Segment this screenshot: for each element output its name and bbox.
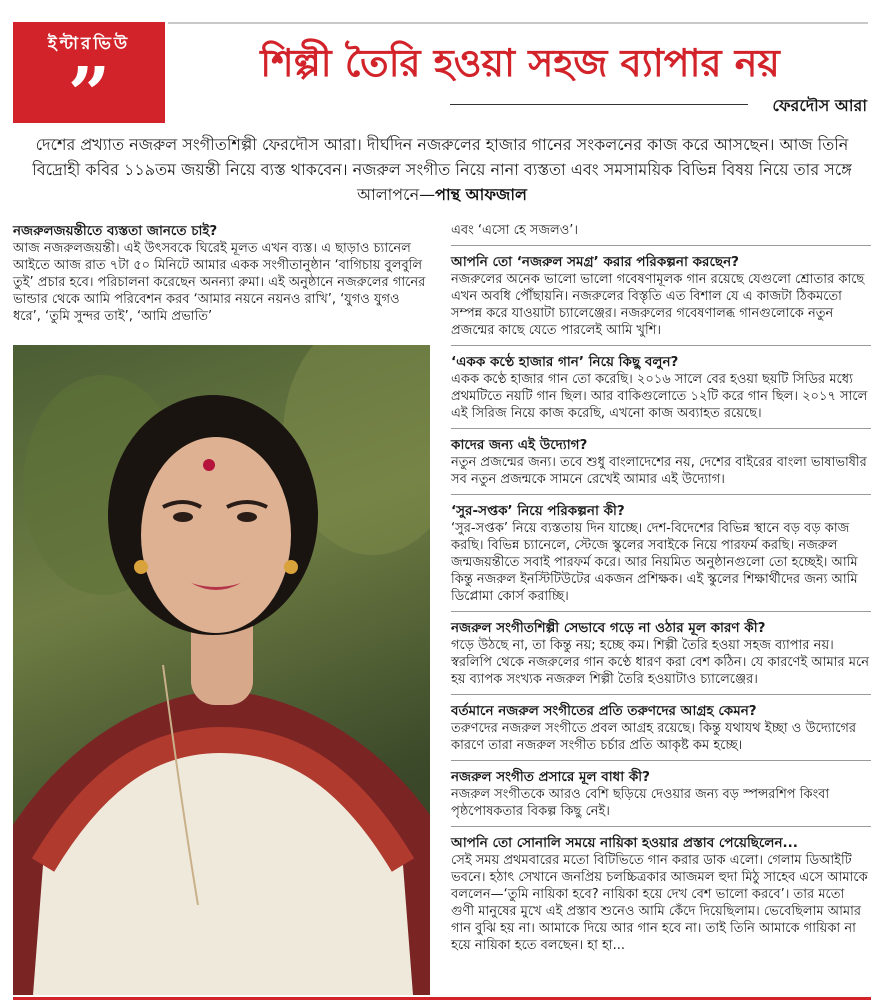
question: ‘একক কণ্ঠে হাজার গান’ নিয়ে কিছু বলুন? xyxy=(451,354,679,370)
bottom-rule xyxy=(13,997,871,1000)
badge-label: ইন্টারভিউ xyxy=(47,34,131,54)
right-column xyxy=(451,222,871,967)
question: নজরুল সংগীত প্রসারে মূল বাধা কী? xyxy=(451,769,650,785)
byline: ফেরদৌস আরা xyxy=(772,96,867,115)
qa-block xyxy=(13,222,429,325)
answer: নজরুল সংগীতকে আরও বেশি ছড়িয়ে দেওয়ার জন্য বড় স্পন্সরশিপ কিংবা পৃষ্ঠপোষকতার বিকল্প কিছু নেই। xyxy=(451,787,830,819)
qa-block xyxy=(451,436,871,495)
byline-rule xyxy=(450,104,748,105)
answer: ‘সুর-সপ্তক’ নিয়ে ব্যস্ততায় দিন যাচ্ছে। দেশ-বিদেশের বিভিন্ন স্থানে বড় বড় কাজ করছি। বিভিন্ন চ্যানেলে, স্টেজে স্কুলের সবাইকে নিয়ে পারফর্ম করছি। নজরুল জন্মজয়ন্তীতে সবাই পারফর্ম করে। আর নিয়মিত অনুষ্ঠানগুলো তো হচ্ছেই। আমি কিন্তু নজরুল ইনস্টিটিউটের একজন প্রশিক্ষক। এই স্কুলের শিক্ষার্থীদের জন্য আমি ডিপ্লোমা কোর্স করাচ্ছি। xyxy=(451,521,858,604)
answer: নজরুলের অনেক ভালো ভালো গবেষণামূলক গান রয়েছে যেগুলো শ্রোতার কাছে এখন অবধি পৌঁছায়নি। নজরুলের বিস্তৃতি এত বিশাল যে এ কাজটা ঠিকমতো সম্পন্ন করে যাওয়াটা চ্যালেঞ্জের। নজরুলের গবেষণালব্ধ গানগুলোকে নতুন প্রজন্মের কাছে যেতে পারলেই আমি খুশি। xyxy=(451,272,865,338)
qa-block xyxy=(451,834,871,960)
intro-text: দেশের প্রখ্যাত নজরুল সংগীতশিল্পী ফেরদৌস আরা। দীর্ঘদিন নজরুলের হাজার গানের সংকলনের কাজ করে আসছেন। আজ তিনি বিদ্রোহী কবির ১১৯তম জয়ন্তী নিয়ে ব্যস্ত থাকবেন। নজরুল সংগীত নিয়ে নানা ব্যস্ততা এবং সমসাময়িক বিভিন্ন বিষয় নিয়ে তার সঙ্গে আলাপনে— xyxy=(32,135,852,204)
interview-badge xyxy=(13,22,165,138)
qa-block xyxy=(451,619,871,695)
reporter-name: পান্থ আফজাল xyxy=(435,185,527,204)
headline: শিল্পী তৈরি হওয়া সহজ ব্যাপার নয় xyxy=(260,41,780,85)
question: কাদের জন্য এই উদ্যোগ? xyxy=(451,437,588,453)
question: নজরুল সংগীতশিল্পী সেভাবে গড়ে না ওঠার মূল কারণ কী? xyxy=(451,620,766,636)
qa-block xyxy=(451,502,871,612)
portrait-illustration xyxy=(13,345,430,995)
question: বর্তমানে নজরুল সংগীতের প্রতি তরুণদের আগ্রহ কেমন? xyxy=(451,703,757,719)
qa-continuation xyxy=(451,222,871,246)
qa-block xyxy=(451,253,871,346)
question: আপনি তো ‘নজরুল সমগ্র’ করার পরিকল্পনা করছেন? xyxy=(451,254,739,270)
answer: গড়ে উঠছে না, তা কিন্তু নয়; হচ্ছে কম। শিল্পী তৈরি হওয়া সহজ ব্যাপার নয়। স্বরলিপি থেকে নজরুলের গান কণ্ঠে ধারণ করা বেশ কঠিন। যে কারণেই আমার মনে হয় ব্যাপক সংখ্যক নজরুল শিল্পী তৈরি হওয়াটাও চ্যালেঞ্জের। xyxy=(451,638,870,687)
question: আপনি তো সোনালি সময়ে নায়িকা হওয়ার প্রস্তাব পেয়েছিলেন... xyxy=(451,835,798,851)
answer: তরুণদের নজরুল সংগীতে প্রবল আগ্রহ রয়েছে। কিন্তু যথাযথ ইচ্ছা ও উদ্যোগের কারণে তারা নজরুল সংগীত চর্চার প্রতি আকৃষ্ট কম হচ্ছে। xyxy=(451,721,857,753)
answer: নতুন প্রজন্মের জন্য। তবে শুধু বাংলাদেশের নয়, দেশের বাইরের বাংলা ভাষাভাষীর সব নতুন প্রজন্মকে সামনে রেখেই আমার এই উদ্যোগ। xyxy=(451,455,867,487)
answer: সেই সময় প্রথমবারের মতো বিটিভিতে গান করার ডাক এলো। গেলাম ডিআইটি ভবনে। হঠাৎ সেখানে জনপ্রিয় চলচ্চিত্রকার আজমল হুদা মিঠু সাহেব এসে আমাকে বললেন—‘তুমি নায়িকা হবে? নায়িকা হয়ে দেখ বেশ ভালো করবে’। তার মতো গুণী মানুষের মুখে এই প্রস্তাব শুনেও আমি কেঁদে দিয়েছিলাম। ভেবেছিলাম আমার গান বুঝি হয় না। আমাকে দিয়ে আর গান হবে না। তাই তিনি আমাকে গায়িকা না হয়ে নায়িকা হতে বলছেন। হা হা... xyxy=(451,853,868,953)
left-column xyxy=(13,222,429,333)
qa-block xyxy=(451,702,871,761)
top-rule xyxy=(168,22,868,24)
answer-continued: এবং ‘এসো হে সজলও’। xyxy=(451,223,579,238)
quote-icon: ” xyxy=(67,52,111,138)
qa-block xyxy=(451,353,871,429)
qa-block xyxy=(451,768,871,827)
portrait-photo xyxy=(13,345,430,995)
answer: আজ নজরুলজয়ন্তী। এই উৎসবকে ঘিরেই মূলত এখন ব্যস্ত। এ ছাড়াও চ্যানেল আইতে আজ রাত ৭টা ৫০ মিনিটে আমার একক সংগীতানুষ্ঠান ‘বাগিচায় বুলবুলি তুই’ প্রচার হবে। পরিচালনা করেছেন অনন্যা রুমা। এই অনুষ্ঠানে নজরুলের গানের ভান্ডার থেকে আমি পরিবেশন করব ‘আমার নয়নে নয়নও রাখি’, ‘যুগও যুগও ধরে’, ‘তুমি সুন্দর তাই’, ‘আমি প্রভাতি’ xyxy=(13,241,426,324)
question: ‘সুর-সপ্তক’ নিয়ে পরিকল্পনা কী? xyxy=(451,503,625,519)
intro xyxy=(14,132,870,207)
question: নজরুলজয়ন্তীতে ব্যস্ততা জানতে চাই? xyxy=(13,223,218,239)
answer: একক কণ্ঠে হাজার গান তো করেছি। ২০১৬ সালে বের হওয়া ছয়টি সিডির মধ্যে প্রথমটিতে নয়টি গান ছিল। আর বাকিগুলোতে ১২টি করে গান ছিল। ২০১৭ সালে এই সিরিজ নিয়ে কাজ করেছি, এখনো কাজ অব্যাহত রয়েছে। xyxy=(451,372,868,421)
